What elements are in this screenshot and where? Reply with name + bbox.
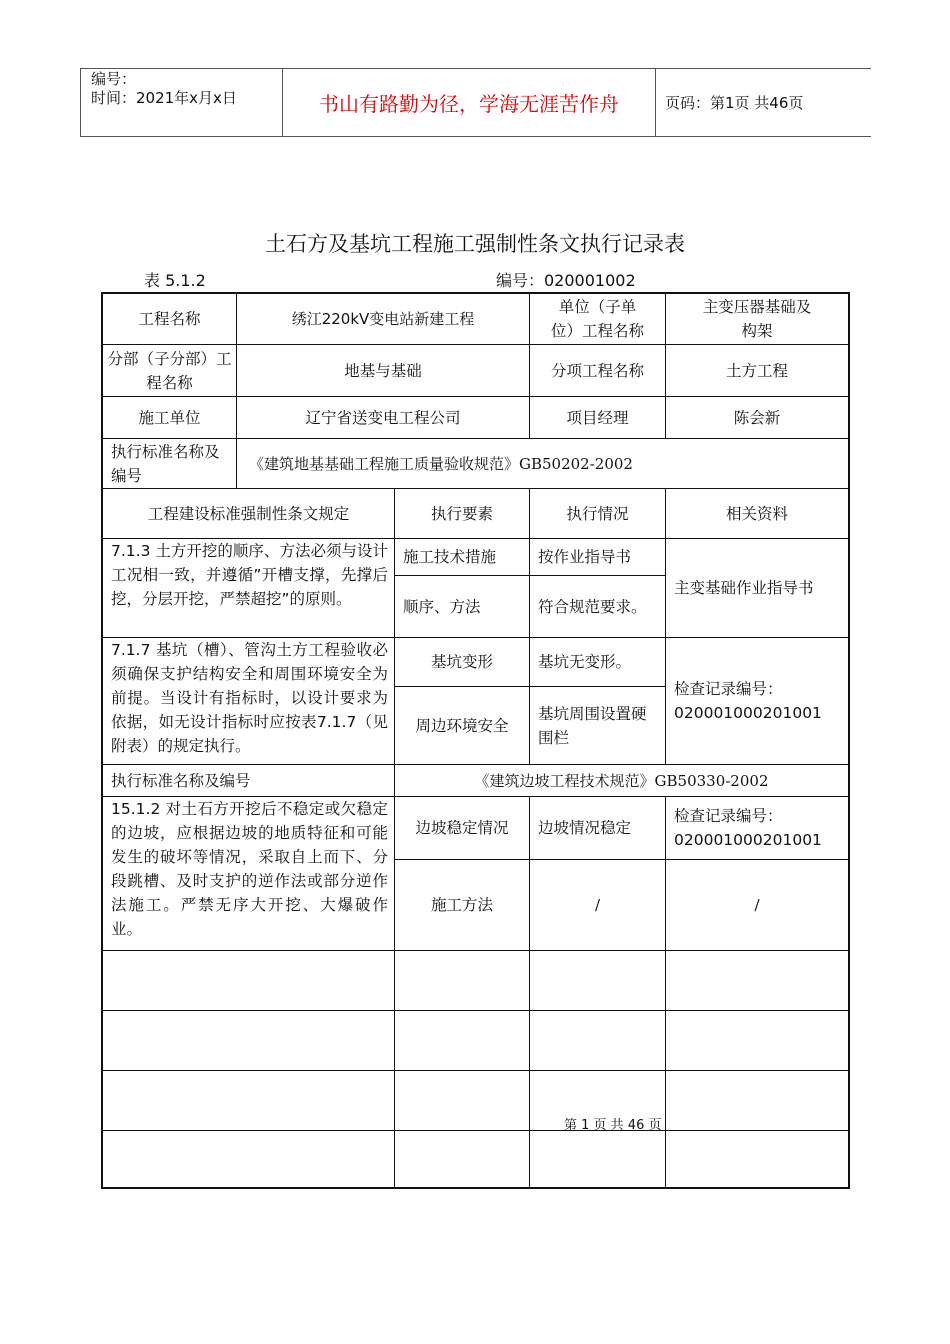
unit-project-value: 主变压器基础及构架 <box>702 298 812 340</box>
column-header-rule: 工程建设标准强制性条文规定 <box>147 504 350 523</box>
contractor-value: 辽宁省送变电工程公司 <box>305 408 461 427</box>
header-time: 时间：2021年x月x日 <box>91 89 237 107</box>
manager-value: 陈会新 <box>733 408 781 427</box>
status-slope-stable: 边坡情况稳定 <box>538 819 632 837</box>
element-pit-deformation: 基坑变形 <box>430 653 493 671</box>
reference-inspection-record-1: 检查记录编号：020001000201001 <box>674 680 822 722</box>
subitem-label: 分项工程名称 <box>550 361 644 380</box>
status-compliant: 符合规范要求。 <box>538 597 647 616</box>
division-value: 地基与基础 <box>344 361 422 380</box>
status-per-instructions: 按作业指导书 <box>538 548 632 566</box>
status-no-deformation: 基坑无变形。 <box>538 653 632 671</box>
unit-project-label: 单位（子单位）工程名称 <box>550 298 644 340</box>
element-surrounding-safety: 周边环境安全 <box>415 716 509 735</box>
status-not-applicable: / <box>594 896 601 914</box>
rule-15-1-2: 15.1.2 对土石方开挖后不稳定或欠稳定的边坡，应根据边坡的地质特征和可能发生的破坏等情况，采取自上而下、分段跳槽、及时支护的逆作法或部分逆作法施工。严禁无序大开挖、大爆破作业。 <box>111 800 388 938</box>
header-box <box>80 68 871 137</box>
element-technical-measures: 施工技术措施 <box>403 548 497 566</box>
element-construction-method: 施工方法 <box>430 896 493 914</box>
rule-7-1-7: 7.1.7 基坑（槽）、管沟土方工程验收必须确保支护结构安全和周围环境安全为前提。当设计有指标时，以设计要求为依据，如无设计指标时应按表7.1.7（见附表）的规定执行。 <box>111 641 388 755</box>
column-header-status: 执行情况 <box>566 504 629 523</box>
page-title: 土石方及基坑工程施工强制性条文执行记录表 <box>265 232 685 256</box>
project-name-label: 工程名称 <box>138 310 201 328</box>
table-number: 表 5.1.2 <box>144 271 206 290</box>
standard-label: 执行标准名称及编号 <box>111 442 220 485</box>
header-number: 编号： <box>91 70 137 88</box>
manager-label: 项目经理 <box>566 408 629 427</box>
rule-7-1-3: 7.1.3 土方开挖的顺序、方法必须与设计工况相一致，并遵循”开槽支撑，先撑后挖，分层开挖，严禁超挖”的原则。 <box>111 542 388 608</box>
column-header-element: 执行要素 <box>430 504 493 523</box>
page-footer: 第 1 页 共 46 页 <box>564 1118 662 1133</box>
reference-inspection-record-2: 检查记录编号：020001000201001 <box>674 807 822 849</box>
header-page-info: 页码：第1页 共46页 <box>665 94 804 112</box>
subitem-value: 土方工程 <box>725 361 788 380</box>
contractor-label: 施工单位 <box>138 408 201 427</box>
standard2-label: 执行标准名称及编号 <box>111 771 251 790</box>
reference-not-applicable: / <box>754 896 760 914</box>
document-code: 编号：020001002 <box>496 271 636 290</box>
standard-value: 《建筑地基基础工程施工质量验收规范》GB50202-2002 <box>249 454 633 473</box>
project-name-value: 绣江220kV变电站新建工程 <box>291 310 475 328</box>
header-motto: 书山有路勤为径，学海无涯苦作舟 <box>283 69 656 136</box>
element-slope-stability: 边坡稳定情况 <box>415 819 509 837</box>
reference-work-instruction: 主变基础作业指导书 <box>674 579 814 597</box>
column-header-reference: 相关资料 <box>725 504 788 523</box>
header-left <box>81 69 283 136</box>
status-hard-fence: 基坑周围设置硬围栏 <box>538 704 647 747</box>
element-sequence-method: 顺序、方法 <box>403 597 481 616</box>
standard2-value: 《建筑边坡工程技术规范》GB50330-2002 <box>474 771 769 790</box>
division-label: 分部（子分部）工程名称 <box>107 349 232 392</box>
